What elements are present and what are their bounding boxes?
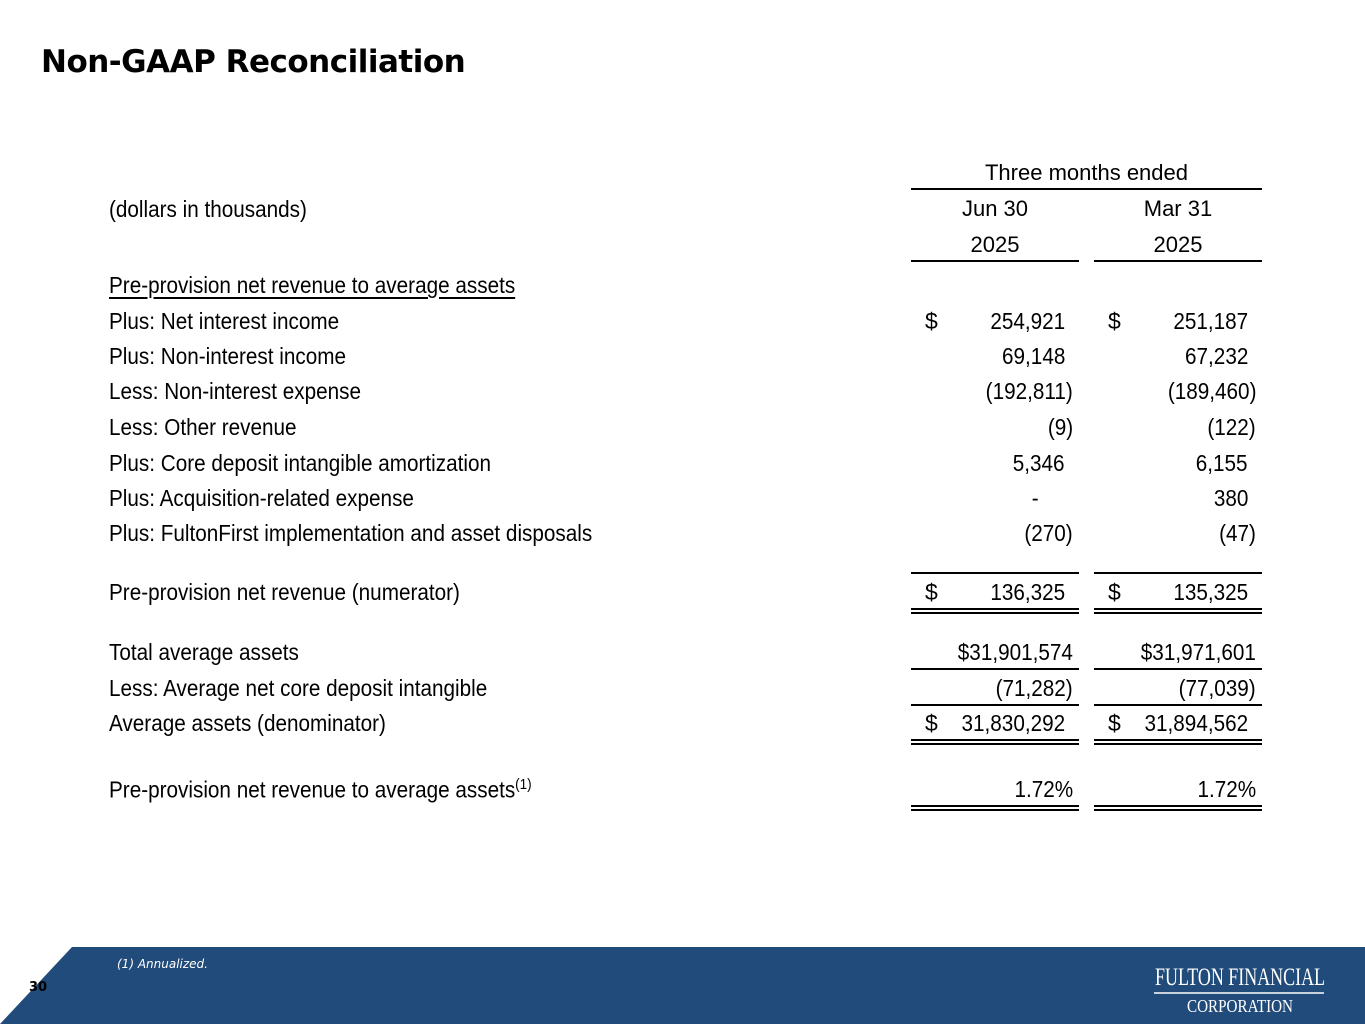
col2-year: 2025 — [1153, 232, 1203, 257]
logo-line-2: CORPORATION — [1187, 996, 1293, 1016]
row-col2-value: (189,460) — [1167, 378, 1256, 404]
col1-double-rule — [911, 739, 1079, 745]
row-col2-value: (122) — [1207, 414, 1256, 440]
header-group-rule — [911, 188, 1262, 190]
dollar-sign: $ — [1108, 710, 1121, 736]
row-col1-cell — [911, 520, 1079, 546]
col1-double-rule — [911, 608, 1079, 614]
col1-rule — [911, 668, 1079, 670]
total-assets-col1-value: $31,901,574 — [957, 639, 1073, 665]
row-label: Plus: Net interest income — [109, 308, 340, 334]
row-col2-value: (47) — [1219, 520, 1256, 546]
less-cdi-col2-value: (77,039) — [1178, 675, 1256, 701]
row-col2-value: 6,155 — [1196, 450, 1248, 476]
row-col2-cell — [1094, 378, 1262, 404]
row-col1-value: (9) — [1047, 414, 1073, 440]
col2-month: Mar 31 — [1143, 196, 1213, 221]
numerator-col2-value: 135,325 — [1173, 579, 1248, 605]
col2-double-rule — [1094, 805, 1262, 811]
row-col1-value: 254,921 — [990, 308, 1065, 334]
denominator-col2-value: 31,894,562 — [1144, 710, 1248, 736]
col2-header-rule — [1094, 260, 1262, 262]
row-col1-value: 5,346 — [1013, 450, 1065, 476]
row-col2-cell — [1094, 450, 1262, 476]
ratio-label-text: Pre-provision net revenue to average assets — [109, 776, 516, 803]
dollar-sign: $ — [925, 579, 938, 605]
denominator-col2-cell — [1094, 710, 1262, 736]
row-col2-cell — [1094, 414, 1262, 440]
less-cdi-col1-value: (71,282) — [995, 675, 1073, 701]
row-col2-value: 380 — [1213, 485, 1248, 511]
dollar-sign: $ — [925, 308, 938, 334]
row-col1-cell — [911, 308, 1079, 334]
col1-subtotal-rule — [911, 572, 1079, 574]
dollar-sign: $ — [1108, 308, 1121, 334]
col2-rule — [1094, 704, 1262, 706]
row-col1-value: (270) — [1024, 520, 1073, 546]
row-label: Less: Other revenue — [109, 414, 297, 440]
col2-rule — [1094, 668, 1262, 670]
row-col2-value: 67,232 — [1184, 343, 1248, 369]
row-col2-cell — [1094, 308, 1262, 334]
col2-double-rule — [1094, 608, 1262, 614]
page-title: Non-GAAP Reconciliation — [41, 44, 466, 80]
fulton-financial-logo — [1150, 958, 1330, 1018]
total-assets-col1-cell — [911, 639, 1079, 665]
less-cdi-col1-cell — [911, 675, 1079, 701]
row-label: Plus: Core deposit intangible amortization — [109, 450, 492, 476]
less-cdi-col2-cell — [1094, 675, 1262, 701]
col2-double-rule — [1094, 739, 1262, 745]
numerator-col1-value: 136,325 — [990, 579, 1065, 605]
dollar-sign: $ — [1108, 579, 1121, 605]
row-col1-value: 69,148 — [1001, 343, 1065, 369]
row-label: Less: Non-interest expense — [109, 378, 361, 404]
row-label: Plus: Non-interest income — [109, 343, 347, 369]
row-label: Plus: FultonFirst implementation and asset disposals — [109, 520, 593, 546]
col2-subtotal-rule — [1094, 572, 1262, 574]
numerator-col2-cell — [1094, 579, 1262, 605]
footnote-marker: (1) — [515, 776, 532, 793]
header-three-months-ended: Three months ended — [984, 160, 1189, 185]
ratio-col1-cell — [911, 776, 1079, 802]
denominator-col1-value: 31,830,292 — [961, 710, 1065, 736]
row-col1-cell — [911, 343, 1079, 369]
row-col1-cell — [911, 485, 1079, 511]
row-col2-cell — [1094, 520, 1262, 546]
row-col2-cell — [1094, 343, 1262, 369]
row-label: Plus: Acquisition-related expense — [109, 485, 414, 511]
col1-header-rule — [911, 260, 1079, 262]
col1-double-rule — [911, 805, 1079, 811]
dollar-sign: $ — [925, 710, 938, 736]
row-col2-cell — [1094, 485, 1262, 511]
row-col1-cell — [911, 378, 1079, 404]
total-assets-col2-value: $31,971,601 — [1140, 639, 1256, 665]
denominator-label: Average assets (denominator) — [109, 710, 386, 736]
numerator-label: Pre-provision net revenue (numerator) — [109, 579, 460, 605]
col1-rule — [911, 704, 1079, 706]
ratio-col2-value: 1.72% — [1197, 776, 1256, 802]
row-col1-value: - — [1032, 485, 1039, 511]
row-col1-cell — [911, 414, 1079, 440]
ratio-label — [109, 776, 532, 804]
col1-year: 2025 — [970, 232, 1020, 257]
units-label: (dollars in thousands) — [109, 196, 307, 222]
row-col2-value: 251,187 — [1173, 308, 1248, 334]
page-number: 30 — [29, 980, 48, 995]
ratio-col1-value: 1.72% — [1014, 776, 1073, 802]
ratio-col2-cell — [1094, 776, 1262, 802]
logo-line-1: FULTON FINANCIAL — [1155, 964, 1325, 991]
footnote: (1) Annualized. — [117, 957, 208, 971]
row-col1-value: (192,811) — [985, 378, 1073, 404]
col1-month: Jun 30 — [961, 196, 1029, 221]
denominator-col1-cell — [911, 710, 1079, 736]
section-title: Pre-provision net revenue to average assets — [109, 272, 516, 298]
row-col1-cell — [911, 450, 1079, 476]
numerator-col1-cell — [911, 579, 1079, 605]
less-cdi-label: Less: Average net core deposit intangible — [109, 675, 488, 701]
total-assets-label: Total average assets — [109, 639, 299, 665]
total-assets-col2-cell — [1094, 639, 1262, 665]
